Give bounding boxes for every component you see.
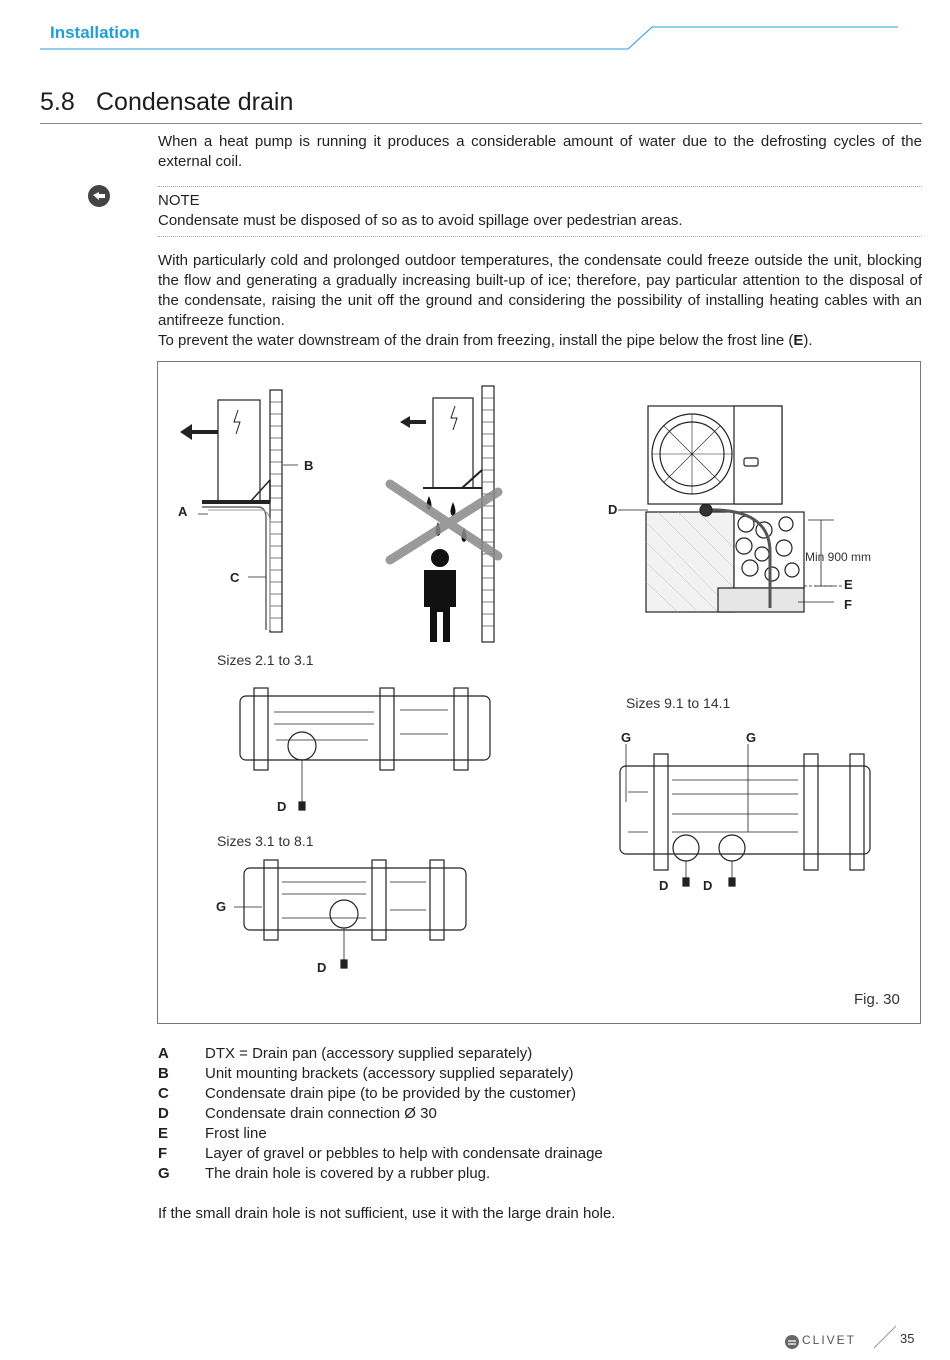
footer-divider <box>872 1324 898 1350</box>
size-range-medium: Sizes 3.1 to 8.1 <box>217 833 314 849</box>
unit-base-medium-diagram <box>234 860 466 968</box>
header-section-title: Installation <box>50 23 140 42</box>
figure-drawing <box>158 362 922 1025</box>
figure-caption: Fig. 30 <box>854 991 900 1008</box>
label-b: B <box>304 458 314 473</box>
label-d-medium: D <box>317 960 327 975</box>
legend-key: A <box>158 1045 169 1062</box>
section-number: 5.8 <box>40 88 75 116</box>
section-rule <box>40 123 922 124</box>
legend-text: Frost line <box>205 1125 267 1142</box>
legend-text: DTX = Drain pan (accessory supplied separately) <box>205 1045 533 1062</box>
legend-text: Condensate drain pipe (to be provided by the customer) <box>205 1085 577 1102</box>
frost-text-before: To prevent the water downstream of the drain from freezing, install the pipe below the frost line ( <box>158 332 794 349</box>
clivet-logo-icon <box>784 1334 800 1350</box>
body-paragraph: With particularly cold and prolonged outdoor temperatures, the condensate could freeze outside the unit, blocking the flow and generating a gradually increasing built-up of ice; therefore, pay particular attention to the disposal of the condensate, raising the unit off the ground and considering the possibility of installing heating cables with an antifreeze function. <box>158 252 922 329</box>
legend-text: Condensate drain connection Ø 30 <box>205 1105 437 1122</box>
legend-text: Unit mounting brackets (accessory supplied separately) <box>205 1065 574 1082</box>
closing-paragraph: If the small drain hole is not sufficient, use it with the large drain hole. <box>158 1205 616 1222</box>
legend-key: D <box>158 1105 169 1122</box>
legend-key: C <box>158 1085 169 1102</box>
section-heading <box>40 88 293 117</box>
note-title: NOTE <box>158 192 200 209</box>
legend-key: F <box>158 1145 168 1162</box>
label-c: C <box>230 570 240 585</box>
label-g-left: G <box>621 730 632 745</box>
label-d-ground: D <box>608 502 618 517</box>
label-g-right: G <box>746 730 757 745</box>
unit-base-small-diagram <box>240 688 490 810</box>
note-pointer-icon <box>86 183 112 209</box>
label-d-large-right: D <box>703 878 713 893</box>
label-e: E <box>844 577 853 592</box>
label-f: F <box>844 597 852 612</box>
label-d-small: D <box>277 799 287 814</box>
frost-letter: E <box>793 332 804 349</box>
label-d-large-left: D <box>659 878 669 893</box>
legend-text: The drain hole is covered by a rubber plug. <box>205 1165 491 1182</box>
no-drip-warning-diagram <box>390 386 498 642</box>
frost-line-paragraph <box>158 331 922 351</box>
legend-key: E <box>158 1125 169 1142</box>
label-a: A <box>178 504 188 519</box>
size-range-small: Sizes 2.1 to 3.1 <box>217 652 314 668</box>
wall-mount-diagram <box>180 390 298 632</box>
note-divider-top <box>158 186 922 187</box>
legend-key: G <box>158 1165 170 1182</box>
unit-base-large-diagram <box>620 744 870 886</box>
legend-text: Layer of gravel or pebbles to help with condensate drainage <box>205 1145 603 1162</box>
header-rule <box>0 0 950 60</box>
section-title: Condensate drain <box>96 88 294 116</box>
ground-mount-diagram <box>618 406 844 612</box>
page-number: 35 <box>900 1331 915 1346</box>
figure-30 <box>157 361 921 1024</box>
footer-brand: CLIVET <box>802 1333 857 1347</box>
legend-key: B <box>158 1065 169 1082</box>
note-text: Condensate must be disposed of so as to avoid spillage over pedestrian areas. <box>158 212 683 229</box>
size-range-large: Sizes 9.1 to 14.1 <box>626 695 731 711</box>
note-divider-bottom <box>158 236 922 237</box>
min-height-label: Min 900 mm <box>805 550 872 564</box>
label-g-medium: G <box>216 899 227 914</box>
intro-paragraph: When a heat pump is running it produces a considerable amount of water due to the defrosting cycles of the external coil. <box>158 133 922 170</box>
frost-text-after: ). <box>803 332 813 349</box>
